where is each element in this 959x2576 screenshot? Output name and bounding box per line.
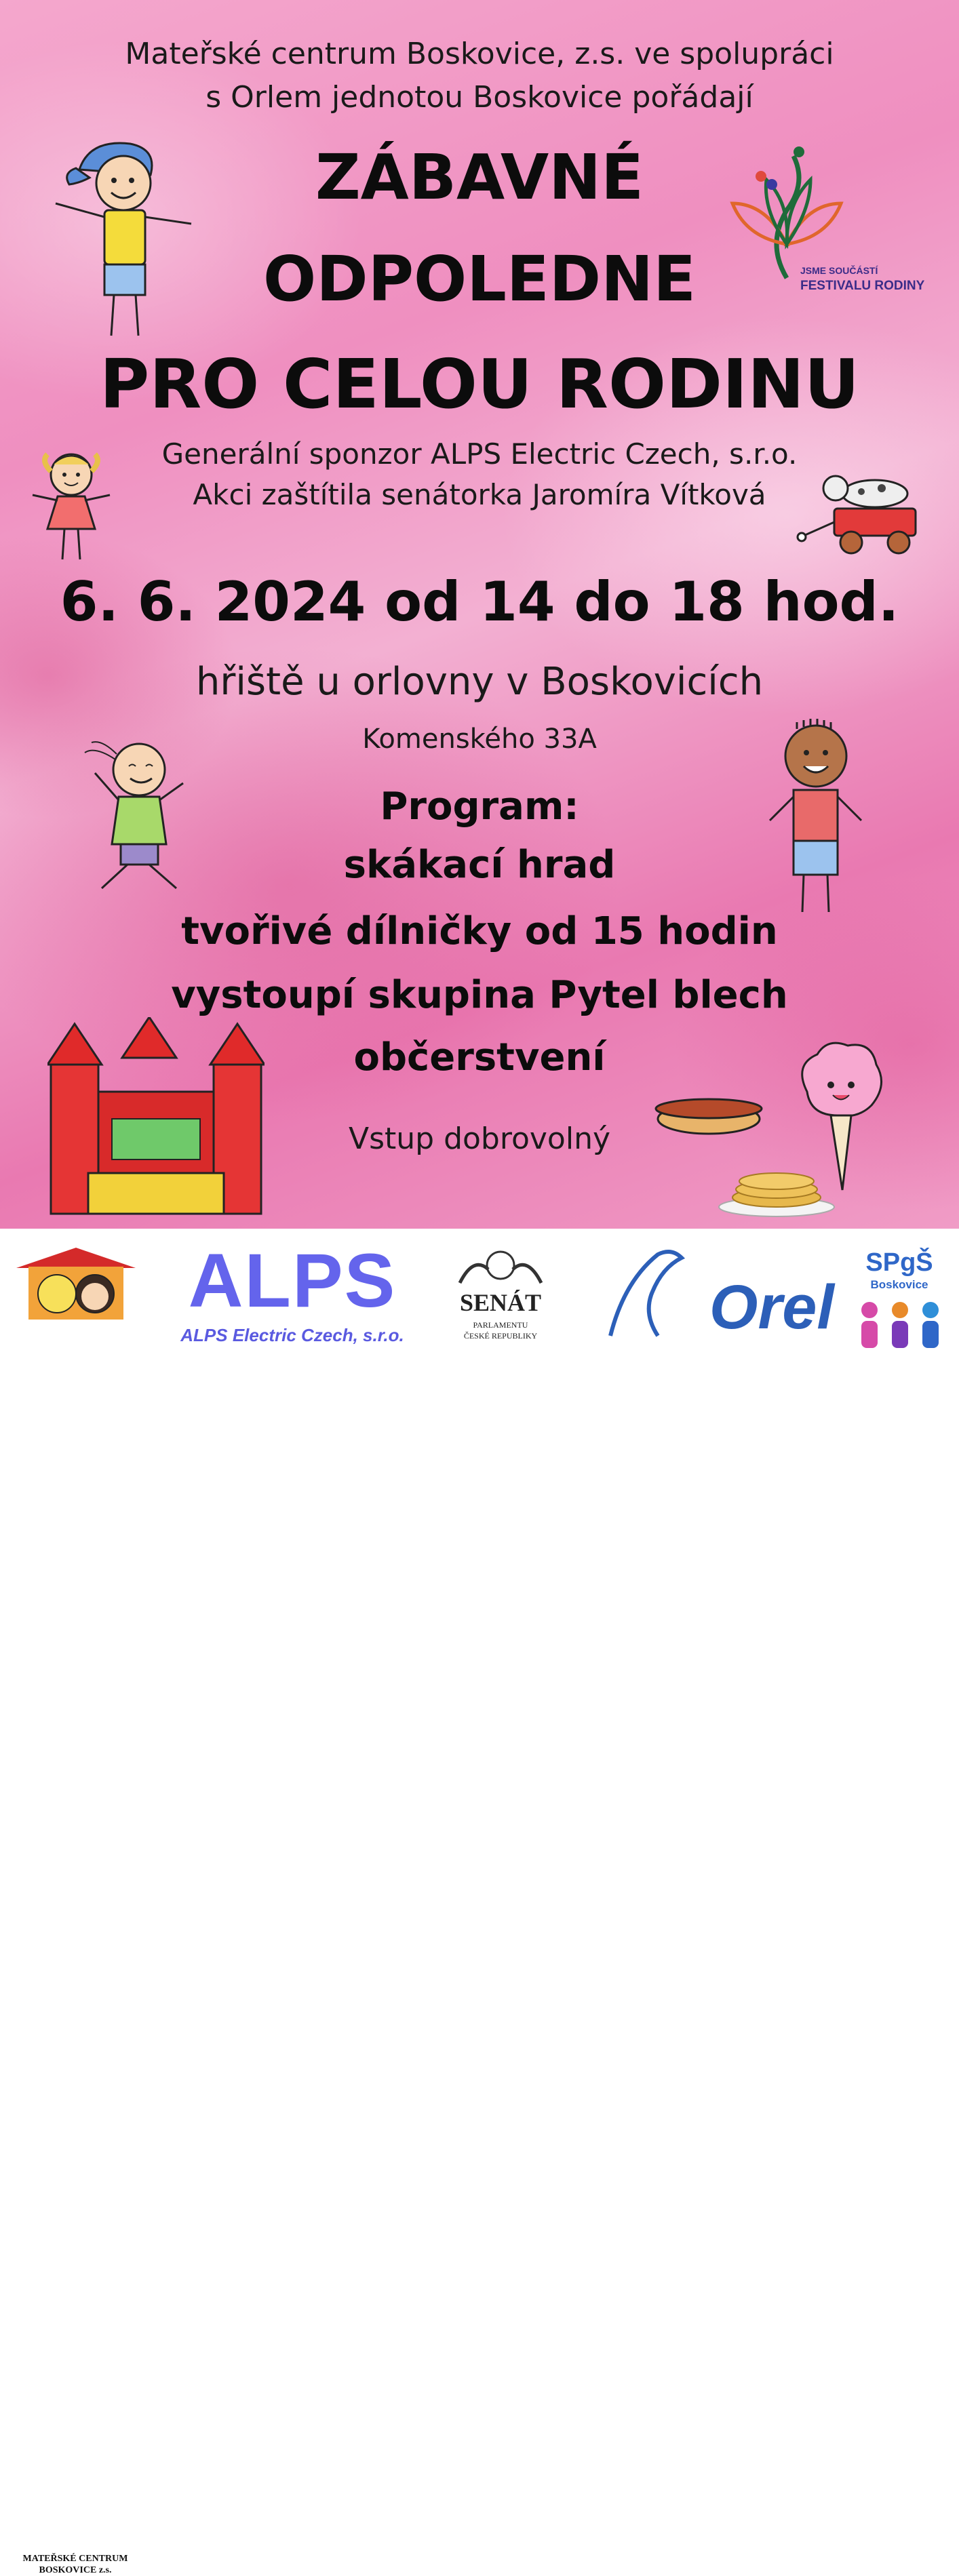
bouncy-castle-icon (47, 1017, 265, 1221)
program-heading: Program: (380, 785, 579, 829)
spgs-people-icon (856, 1299, 944, 1351)
event-date: 6. 6. 2024 od 14 do 18 hod. (60, 570, 899, 633)
sponsor-line-1: Generální sponzor ALPS Electric Czech, s.r.o. (161, 437, 798, 471)
program-item: vystoupí skupina Pytel blech (171, 973, 788, 1017)
title-line-2: ODPOLEDNE (263, 243, 696, 315)
waving-girl-icon (81, 732, 190, 895)
entry-note: Vstup dobrovolný (348, 1122, 610, 1156)
poster (0, 0, 959, 1229)
boy-cap-icon (49, 136, 198, 339)
program-item: tvořivé dílničky od 15 hodin (181, 909, 778, 953)
hot-dog-icon (654, 1085, 763, 1139)
senat-subtitle: PARLAMENTU ČESKÉ REPUBLIKY (463, 1320, 538, 1341)
mc-boskovice-name: MATEŘSKÉ CENTRUM BOSKOVICE z.s. (22, 2554, 128, 2575)
footer-logos (0, 1229, 959, 2575)
title-line-3: PRO CELOU RODINU (99, 344, 860, 424)
smiling-boy-icon (763, 719, 865, 915)
spgs-city: Boskovice (870, 1278, 928, 1291)
festival-text-2: FESTIVALU RODINY (800, 279, 925, 293)
event-address: Komenského 33A (362, 724, 597, 755)
intro-line-2: s Orlem jednotou Boskovice pořádají (206, 80, 754, 115)
festival-text-1: JSME SOUČÁSTÍ (800, 265, 878, 276)
sponsor-line-2: Akci zaštítila senátorka Jaromíra Vítková (193, 478, 766, 511)
orel-logo: Orel (709, 1273, 834, 1342)
event-place: hřiště u orlovny v Boskovicích (195, 660, 764, 704)
senat-emblem-icon (453, 1249, 548, 1288)
alps-company-name: ALPS Electric Czech, s.r.o. (180, 1325, 404, 1345)
title-line-1: ZÁBAVNÉ (315, 141, 644, 214)
spgs-logo: SPgŠ (865, 1248, 933, 1277)
pancakes-icon (716, 1166, 838, 1221)
program-item: skákací hrad (343, 843, 616, 887)
intro-line-1: Mateřské centrum Boskovice, z.s. ve spolupráci (125, 37, 834, 71)
mc-boskovice-logo-icon (16, 1248, 136, 1322)
program-item: občerstvení (353, 1035, 606, 1079)
alps-logo: ALPS (188, 1238, 397, 1323)
intro-text (0, 33, 959, 119)
girl-pigtails-icon (27, 448, 115, 563)
dog-wagon-icon (794, 468, 929, 563)
senat-logo: SENÁT (459, 1289, 542, 1316)
